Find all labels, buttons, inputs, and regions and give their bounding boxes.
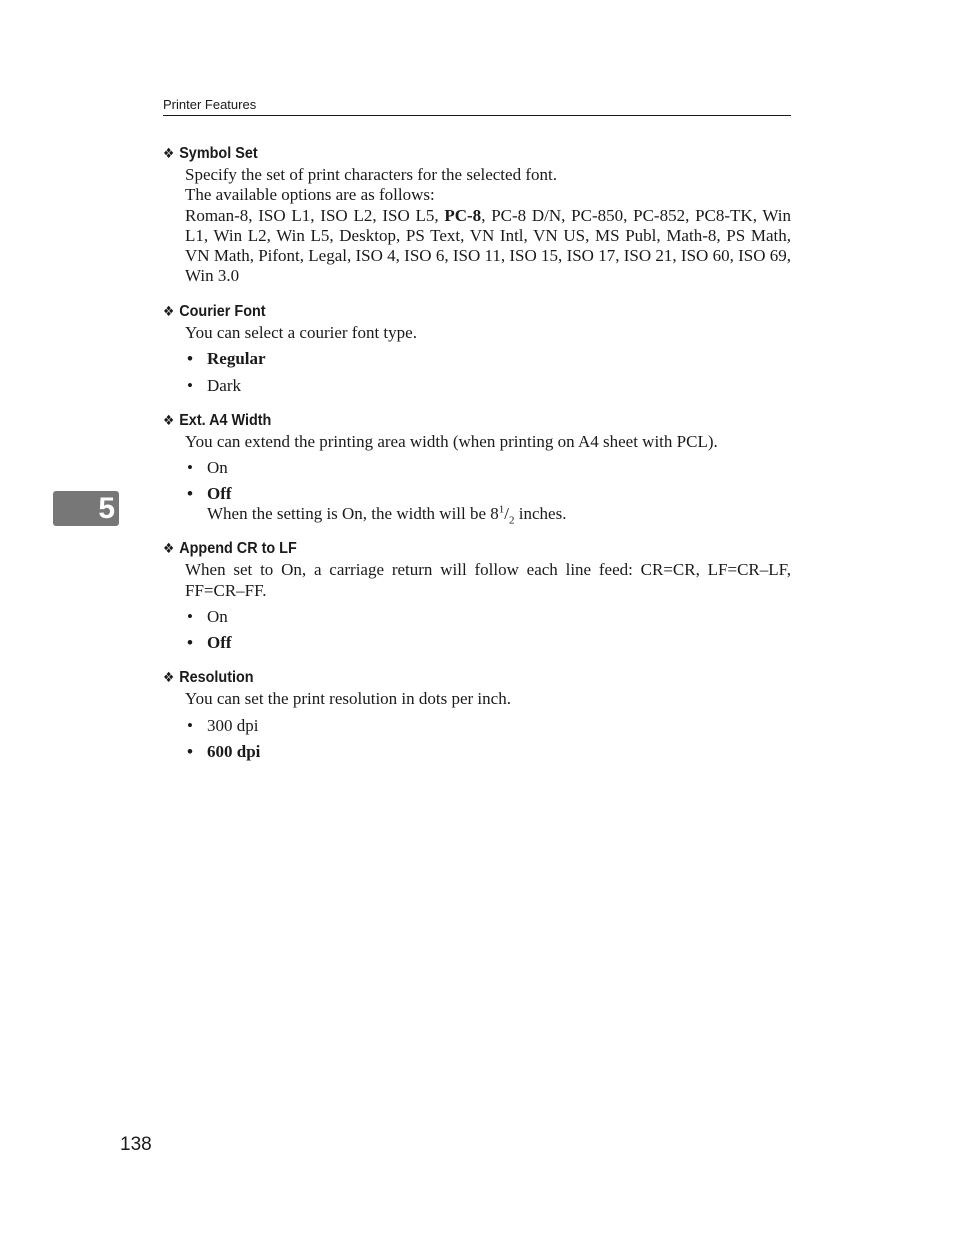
bullet-icon: • (187, 484, 193, 504)
section-ext-a4-width (163, 409, 791, 525)
page-content (163, 142, 791, 775)
option-list (185, 716, 791, 763)
section-body (185, 165, 791, 287)
section-body (185, 432, 791, 452)
diamond-bullet-icon: ❖ (163, 302, 175, 319)
section-heading: ❖ Resolution (163, 666, 728, 689)
section-symbol-set (163, 142, 791, 287)
chapter-number: 5 (98, 492, 115, 525)
option-item-default: • Off (187, 633, 232, 653)
bullet-icon: • (187, 715, 193, 735)
section-resolution (163, 666, 791, 762)
option-item: • 300 dpi (187, 715, 259, 735)
option-item-default: • 600 dpi (187, 742, 261, 762)
section-heading: ❖ Courier Font (163, 300, 728, 323)
section-heading: ❖ Ext. A4 Width (163, 409, 728, 432)
option-list (185, 349, 791, 396)
chapter-tab (53, 491, 119, 526)
option-item-default: • Regular (187, 349, 266, 369)
option-list (185, 607, 791, 654)
bullet-icon: • (187, 606, 193, 626)
diamond-bullet-icon: ❖ (163, 411, 175, 428)
description-line: The available options are as follows: (185, 185, 435, 205)
bullet-icon: • (187, 633, 193, 653)
option-item: • On (187, 457, 228, 477)
option-item: • Dark (187, 375, 241, 395)
running-header (163, 96, 791, 116)
section-courier-font (163, 300, 791, 396)
section-body (185, 560, 791, 601)
description-line: Specify the set of print characters for the selected font. (185, 165, 557, 184)
diamond-bullet-icon: ❖ (163, 669, 175, 686)
default-option: PC-8 (444, 205, 482, 225)
description: You can select a courier font type. (185, 322, 417, 342)
option-item-default: • Off When the setting is On, the width will be $8^1/_2$ inches. (185, 484, 791, 524)
page-number: 138 (120, 1134, 152, 1155)
section-heading: ❖ Append CR to LF (163, 537, 728, 560)
diamond-bullet-icon: ❖ (163, 145, 175, 161)
symbol-set-options: Roman-8, ISO L1, ISO L2, ISO L5, PC-8, PC-8 D/N, PC-850, PC-852, PC8-TK, Win L1, Win L2, Win L5, Desktop, PS Text, VN Intl, VN US, MS Publ, Math-8, PS Math, VN Math, Pifont, Legal, ISO 4, ISO 6, ISO 11, ISO 15, ISO 17, ISO 21, ISO 60, ISO 69, Win 3.0 (185, 205, 791, 286)
fraction: $^1/_2$ (498, 503, 515, 527)
description: You can extend the printing area width (when printing on A4 sheet with PCL). (185, 431, 718, 451)
description: You can set the print resolution in dots per inch. (185, 689, 511, 709)
section-heading: ❖ Symbol Set (163, 142, 728, 165)
bullet-icon: • (187, 742, 193, 762)
option-note: When the setting is On, the width will be $8^1/_2$ inches. (207, 503, 567, 527)
bullet-icon: • (187, 349, 193, 369)
header-title: Printer Features (163, 97, 257, 112)
section-body (185, 689, 791, 709)
bullet-icon: • (187, 375, 193, 395)
section-append-cr-to-lf (163, 537, 791, 653)
option-item: • On (187, 606, 228, 626)
description: When set to On, a carriage return will follow each line feed: CR=CR, LF=CR–LF, FF=CR–FF. (185, 560, 791, 600)
bullet-icon: • (187, 457, 193, 477)
diamond-bullet-icon: ❖ (163, 540, 175, 557)
section-body (185, 323, 791, 343)
option-list (185, 458, 791, 525)
